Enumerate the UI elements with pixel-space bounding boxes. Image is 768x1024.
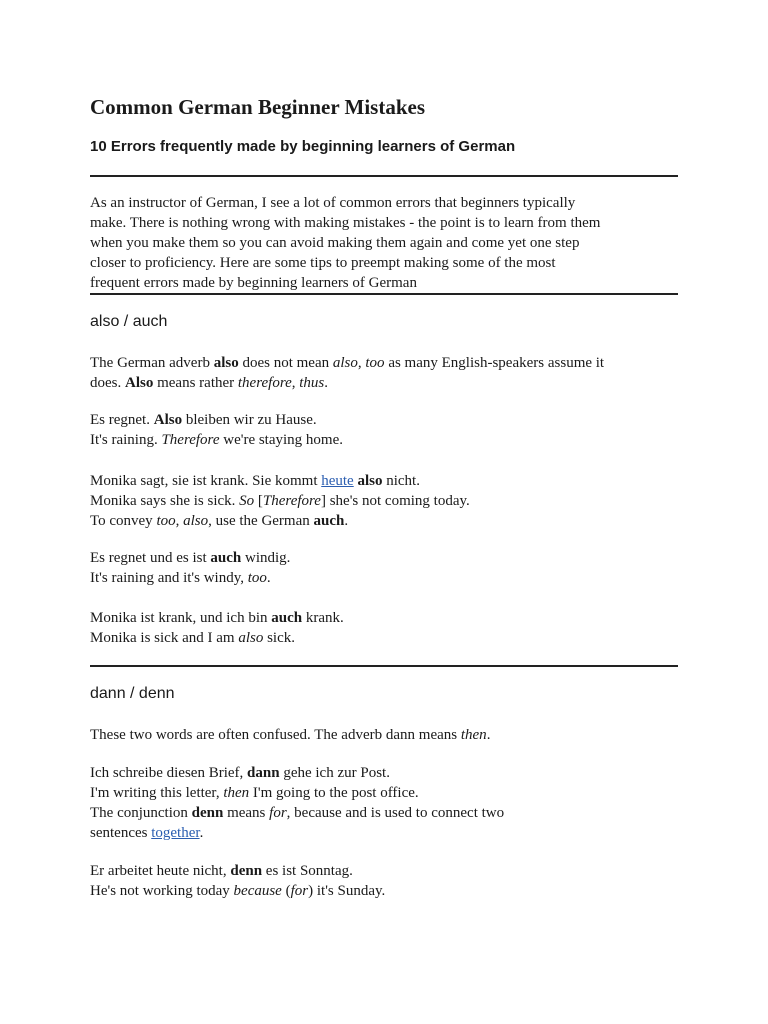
example-also-1 — [90, 410, 680, 450]
page-subtitle: 10 Errors frequently made by beginning learners of German — [90, 138, 516, 155]
german-example: Er arbeitet heute nicht, denn es ist Sonntag. — [90, 863, 353, 879]
divider — [90, 293, 678, 295]
example-dann — [90, 763, 680, 843]
intro-line: frequent errors made by beginning learners of German — [90, 275, 417, 291]
german-example: Monika sagt, sie ist krank. Sie kommt heute also nicht. — [90, 473, 420, 489]
text-line: The conjunction denn means for, because and is used to connect two — [90, 805, 505, 821]
heute-link[interactable]: heute — [321, 473, 354, 489]
example-also-2 — [90, 471, 680, 531]
english-translation: It's raining and it's windy, too. — [90, 570, 271, 586]
english-translation: Monika is sick and I am also sick. — [90, 630, 295, 646]
example-auch-2 — [90, 608, 680, 648]
text-line: sentences together. — [90, 825, 204, 841]
intro-line: when you make them so you can avoid making them again and come yet one step — [90, 235, 580, 251]
example-denn — [90, 861, 680, 901]
text-line: To convey too, also, use the German auch. — [90, 513, 349, 529]
german-example: Monika ist krank, und ich bin auch krank. — [90, 610, 344, 626]
section-heading-dann-denn: dann / denn — [90, 685, 175, 702]
german-example: Ich schreibe diesen Brief, dann gehe ich zur Post. — [90, 765, 390, 781]
text-line: does. Also means rather therefore, thus. — [90, 375, 329, 391]
german-example: Es regnet und es ist auch windig. — [90, 550, 291, 566]
german-example: Es regnet. Also bleiben wir zu Hause. — [90, 412, 317, 428]
section-heading-also-auch: also / auch — [90, 313, 168, 330]
together-link[interactable]: together — [151, 825, 200, 841]
english-translation: It's raining. Therefore we're staying home. — [90, 432, 344, 448]
intro-paragraph — [90, 193, 680, 293]
divider — [90, 175, 678, 177]
divider — [90, 665, 678, 667]
text-line: These two words are often confused. The adverb dann means then. — [90, 727, 491, 743]
intro-line: As an instructor of German, I see a lot of common errors that beginners typically — [90, 195, 576, 211]
english-translation: He's not working today because (for) it's Sunday. — [90, 883, 386, 899]
text-line: The German adverb also does not mean also, too as many English-speakers assume it — [90, 355, 605, 371]
dann-explanation — [90, 725, 680, 745]
english-translation: Monika says she is sick. So [Therefore] she's not coming today. — [90, 493, 470, 509]
intro-line: closer to proficiency. Here are some tips to preempt making some of the most — [90, 255, 556, 271]
page-title: Common German Beginner Mistakes — [90, 95, 426, 119]
intro-line: make. There is nothing wrong with making mistakes - the point is to learn from them — [90, 215, 601, 231]
english-translation: I'm writing this letter, then I'm going to the post office. — [90, 785, 419, 801]
also-explanation — [90, 353, 680, 393]
example-auch-1 — [90, 548, 680, 588]
